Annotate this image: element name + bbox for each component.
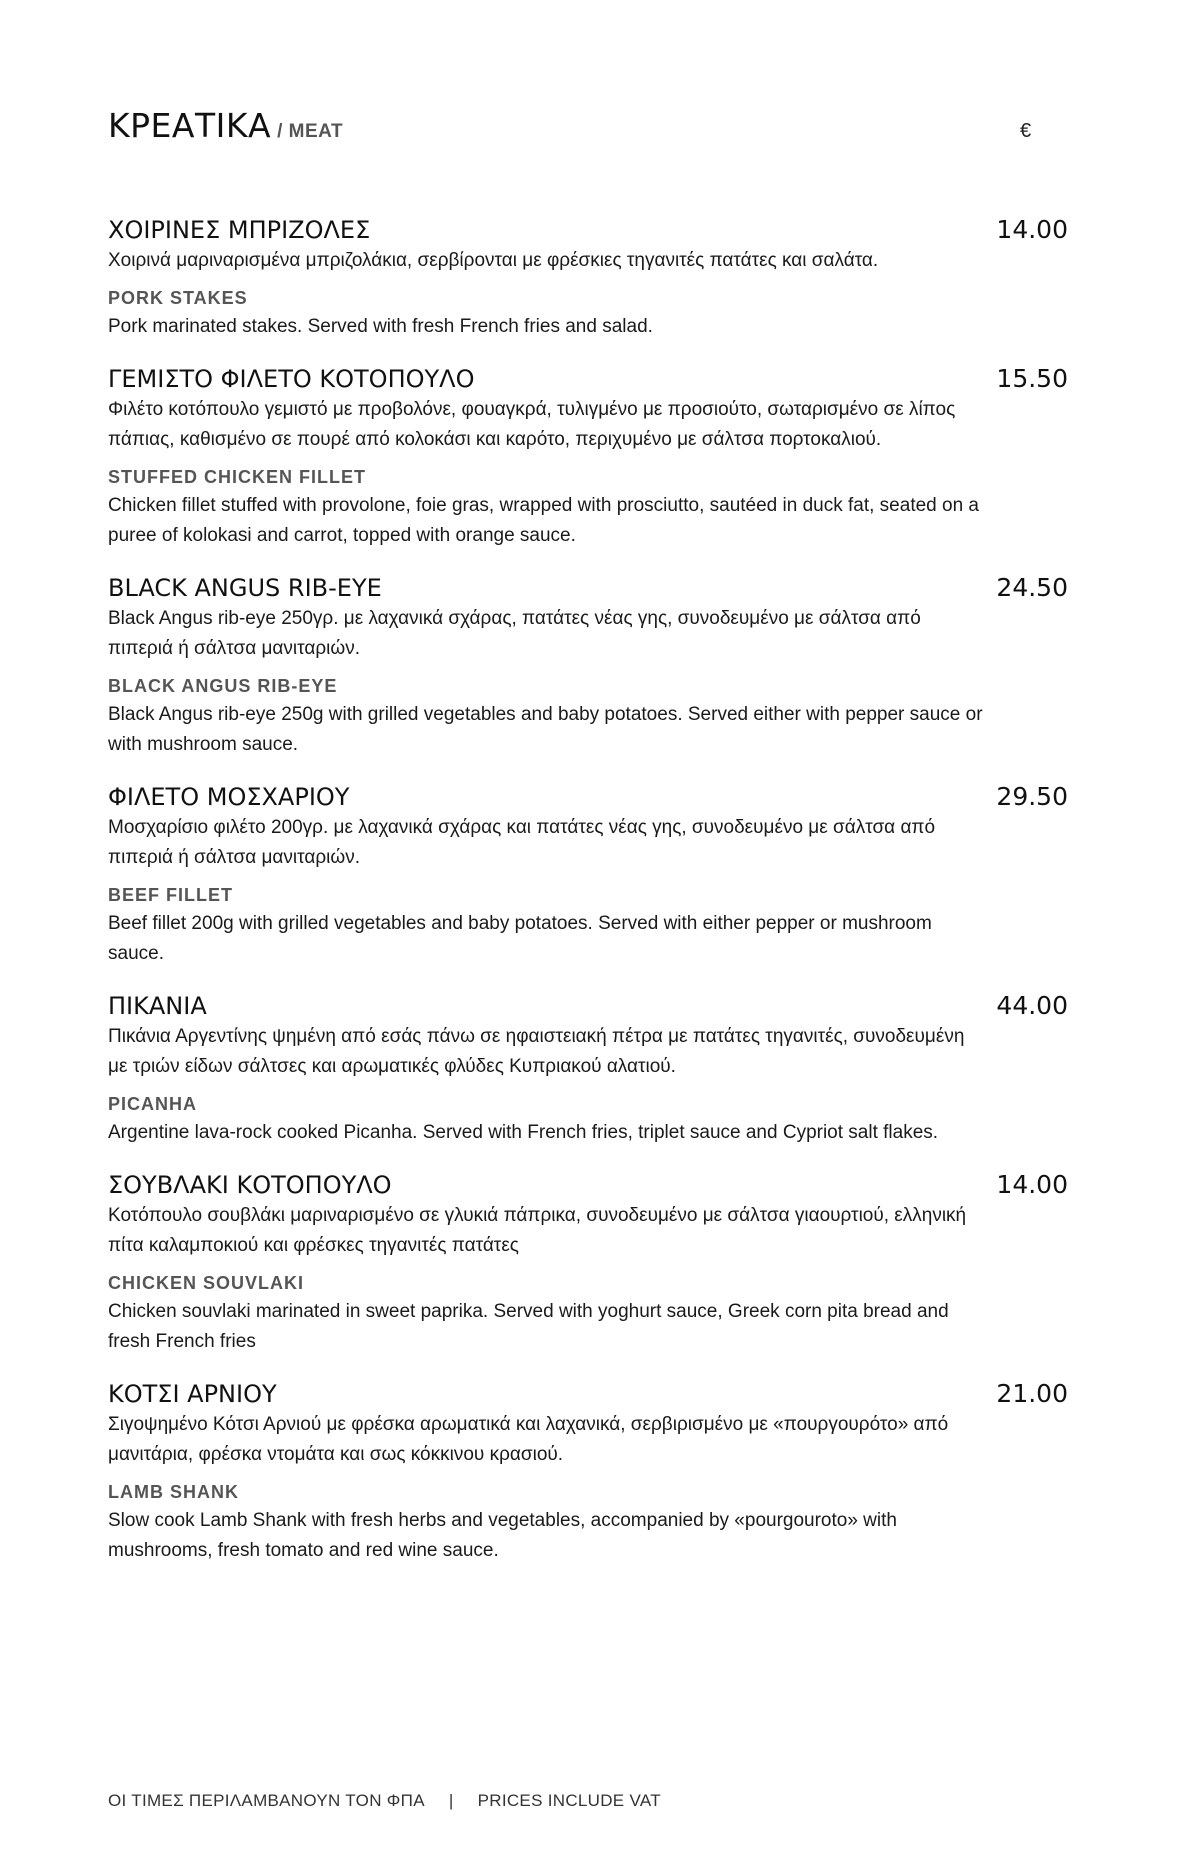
item-price: 15.50: [996, 364, 1068, 393]
item-name-greek: ΣΟΥΒΛΑΚΙ ΚΟΤΟΠΟΥΛΟ: [108, 1171, 392, 1199]
item-title-row: [108, 990, 1068, 1022]
page-header: [108, 106, 1068, 156]
item-name-english: CHICKEN SOUVLAKI: [108, 1273, 305, 1293]
item-description-english: Beef fillet 200g with grilled vegetables and baby potatoes. Served with either pepper or mushroom sauce.: [108, 913, 932, 964]
item-price: 14.00: [996, 215, 1068, 244]
page-title: [108, 106, 343, 145]
item-description-greek: Κοτόπουλο σουβλάκι μαριναρισμένο σε γλυκιά πάπρικα, συνοδευμένο με σάλτσα γιαουρτιού, ελληνική πίτα καλαμποκιού και φρέσκες τηγανιτές πατάτες: [108, 1205, 967, 1256]
footer-text-english: PRICES INCLUDE VAT: [477, 1791, 661, 1810]
menu-list: [108, 214, 1068, 1587]
menu-item-picanha: [108, 990, 1068, 1148]
page-title-greek: ΚΡΕΑΤΙΚΑ: [108, 106, 272, 145]
item-description-english: Slow cook Lamb Shank with fresh herbs and vegetables, accompanied by «pourgouroto» with mushrooms, fresh tomato and red wine sauce.: [108, 1510, 897, 1561]
item-description-english: Pork marinated stakes. Served with fresh French fries and salad.: [108, 316, 653, 337]
item-name-greek: ΠΙΚΑΝΙΑ: [108, 992, 207, 1020]
item-name-english: STUFFED CHICKEN FILLET: [108, 467, 366, 487]
item-name-greek: ΧΟΙΡΙΝΕΣ ΜΠΡΙΖΟΛΕΣ: [108, 216, 371, 244]
item-description-greek: Πικάνια Αργεντίνης ψημένη από εσάς πάνω σε ηφαιστειακή πέτρα με πατάτες τηγανιτές, συνοδευμένη με τριών είδων σάλτσες και αρωματικές φλύδες Κυπριακού αλατιού.: [108, 1026, 965, 1077]
item-name-english: PICANHA: [108, 1094, 198, 1114]
item-description-greek: Μοσχαρίσιο φιλέτο 200γρ. με λαχανικά σχάρας και πατάτες νέας γης, συνοδευμένο με σάλτσα από πιπεριά ή σάλτσα μανιταριών.: [108, 817, 936, 868]
item-price: 44.00: [996, 991, 1068, 1020]
menu-item-lamb-shank: [108, 1378, 1068, 1566]
page-subtitle: / MEAT: [277, 121, 344, 142]
item-description-english: Black Angus rib-eye 250g with grilled vegetables and baby potatoes. Served either with pepper sauce or with mushroom sauce.: [108, 704, 983, 755]
item-title-row: [108, 572, 1068, 604]
item-name-greek: BLACK ANGUS RIB-EYE: [108, 574, 382, 602]
currency-symbol: €: [1020, 120, 1032, 142]
menu-item-pork-stakes: [108, 214, 1068, 342]
item-price: 14.00: [996, 1170, 1068, 1199]
item-description-greek: Black Angus rib-eye 250γρ. με λαχανικά σχάρας, πατάτες νέας γης, συνοδευμένο με σάλτσα από πιπεριά ή σάλτσα μανιταριών.: [108, 608, 921, 659]
item-title-row: [108, 1378, 1068, 1410]
item-price: 21.00: [996, 1379, 1068, 1408]
item-title-row: [108, 214, 1068, 246]
item-name-english: LAMB SHANK: [108, 1482, 239, 1502]
item-description-greek: Χοιρινά μαριναρισμένα μπριζολάκια, σερβίρονται με φρέσκιες τηγανιτές πατάτες και σαλάτα.: [108, 250, 879, 271]
menu-item-black-angus-rib-eye: [108, 572, 1068, 760]
item-description-english: Argentine lava-rock cooked Picanha. Served with French fries, triplet sauce and Cypriot salt flakes.: [108, 1122, 939, 1143]
menu-item-beef-fillet: [108, 781, 1068, 969]
item-price: 29.50: [996, 782, 1068, 811]
menu-item-stuffed-chicken-fillet: [108, 363, 1068, 551]
item-description-greek: Φιλέτο κοτόπουλο γεμιστό με προβολόνε, φουαγκρά, τυλιγμένο με προσιούτο, σωταρισμένο σε λίπος πάπιας, καθισμένο σε πουρέ από κολοκάσι και καρότο, περιχυμένο με σάλτσα πορτοκαλιού.: [108, 399, 956, 450]
item-description-english: Chicken souvlaki marinated in sweet paprika. Served with yoghurt sauce, Greek corn pita bread and fresh French fries: [108, 1301, 949, 1352]
item-name-english: BLACK ANGUS RIB-EYE: [108, 676, 338, 696]
footer-vat-note: [108, 1791, 661, 1811]
item-name-english: PORK STAKES: [108, 288, 248, 308]
item-title-row: [108, 781, 1068, 813]
footer-text-greek: ΟΙ ΤΙΜΕΣ ΠΕΡΙΛΑΜΒΑΝΟΥΝ ΤΟΝ ΦΠΑ: [108, 1791, 425, 1810]
item-description-greek: Σιγοψημένο Κότσι Αρνιού με φρέσκα αρωματικά και λαχανικά, σερβιρισμένο με «πουργουρότο» από μανιτάρια, φρέσκα ντομάτα και σως κόκκινου κρασιού.: [108, 1414, 949, 1465]
item-name-greek: ΓΕΜΙΣΤΟ ΦΙΛΕΤΟ ΚΟΤΟΠΟΥΛΟ: [108, 365, 475, 393]
item-title-row: [108, 1169, 1068, 1201]
item-title-row: [108, 363, 1068, 395]
footer-separator: |: [448, 1791, 454, 1810]
item-name-english: BEEF FILLET: [108, 885, 233, 905]
menu-item-chicken-souvlaki: [108, 1169, 1068, 1357]
item-price: 24.50: [996, 573, 1068, 602]
item-name-greek: ΚΟΤΣΙ ΑΡΝΙΟΥ: [108, 1380, 277, 1408]
item-description-english: Chicken fillet stuffed with provolone, foie gras, wrapped with prosciutto, sautéed in duck fat, seated on a puree of kolokasi and carrot, topped with orange sauce.: [108, 495, 979, 546]
item-name-greek: ΦΙΛΕΤΟ ΜΟΣΧΑΡΙΟΥ: [108, 783, 350, 811]
